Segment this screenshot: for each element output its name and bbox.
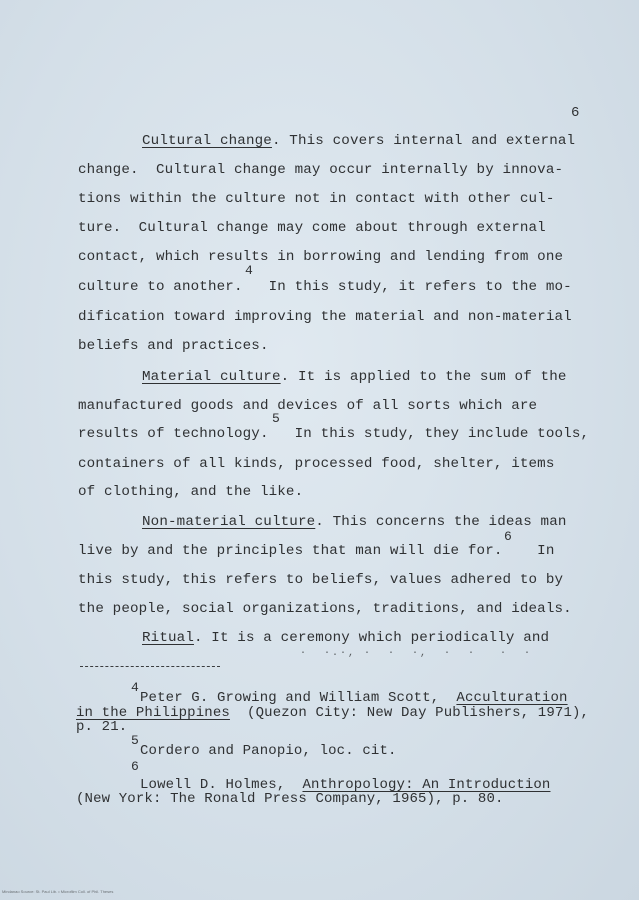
- bleed-through-marks: · ·.·, · · ·, · · · ·: [300, 648, 533, 659]
- footnote-separator: [80, 666, 220, 667]
- footnote-number-6: 6: [131, 759, 139, 774]
- paragraph-line: results of technology. In this study, they include tools,: [78, 426, 590, 442]
- footnote-number-5: 5: [131, 733, 139, 748]
- paragraph-line: live by and the principles that man will die for. In: [78, 543, 555, 559]
- paragraph-line: of clothing, and the like.: [78, 484, 304, 500]
- paragraph-line: Non-material culture. This concerns the ideas man: [142, 514, 567, 530]
- paragraph-line: Cultural change. This covers internal and external: [142, 133, 576, 149]
- page-number: 6: [571, 105, 580, 121]
- paragraph-line: containers of all kinds, processed food, shelter, items: [78, 456, 555, 472]
- footnote-number-4: 4: [131, 680, 139, 695]
- paragraph-line: Ritual. It is a ceremony which periodically and: [142, 630, 550, 646]
- paragraph-line: beliefs and practices.: [78, 338, 269, 354]
- paragraph-line: manufactured goods and devices of all sorts which are: [78, 398, 538, 414]
- footnote-4-page: p. 21.: [76, 719, 128, 735]
- paragraph-line: ture. Cultural change may come about through external: [78, 220, 546, 236]
- footnote-6-line-1: Lowell D. Holmes, Anthropology: An Introduction: [140, 777, 551, 793]
- paragraph-line: culture to another. In this study, it refers to the mo-: [78, 279, 572, 295]
- footnote-5-text: Cordero and Panopio, loc. cit.: [140, 743, 397, 759]
- footnote-ref-5: 5: [272, 411, 280, 426]
- footnote-6-line-2: (New York: The Ronald Press Company, 1965), p. 80.: [76, 791, 504, 807]
- footnote-4-line-1: Peter G. Growing and William Scott, Acculturation: [140, 690, 568, 706]
- footnote-4-line-2: in the Philippines (Quezon City: New Day Publishers, 1971),: [76, 705, 590, 721]
- paragraph-line: the people, social organizations, traditions, and ideals.: [78, 601, 572, 617]
- paragraph-line: dification toward improving the material and non-material: [78, 309, 572, 325]
- paragraph-line: contact, which results in borrowing and lending from one: [78, 249, 564, 265]
- paragraph-line: change. Cultural change may occur internally by innova-: [78, 162, 564, 178]
- heading-non-material-culture: Non-material culture: [142, 514, 316, 530]
- heading-cultural-change: Cultural change: [142, 133, 272, 149]
- footnote-ref-6: 6: [504, 529, 512, 544]
- microfilm-footer: Mindanao Source: St. Paul Lib. • Microfilm Coll. of Phil. Theses: [2, 889, 114, 894]
- footnote-ref-4: 4: [245, 263, 253, 278]
- heading-ritual: Ritual: [142, 630, 194, 646]
- heading-material-culture: Material culture: [142, 369, 281, 385]
- paragraph-line: tions within the culture not in contact with other cul-: [78, 191, 555, 207]
- paragraph-line: Material culture. It is applied to the sum of the: [142, 369, 567, 385]
- paragraph-line: this study, this refers to beliefs, values adhered to by: [78, 572, 564, 588]
